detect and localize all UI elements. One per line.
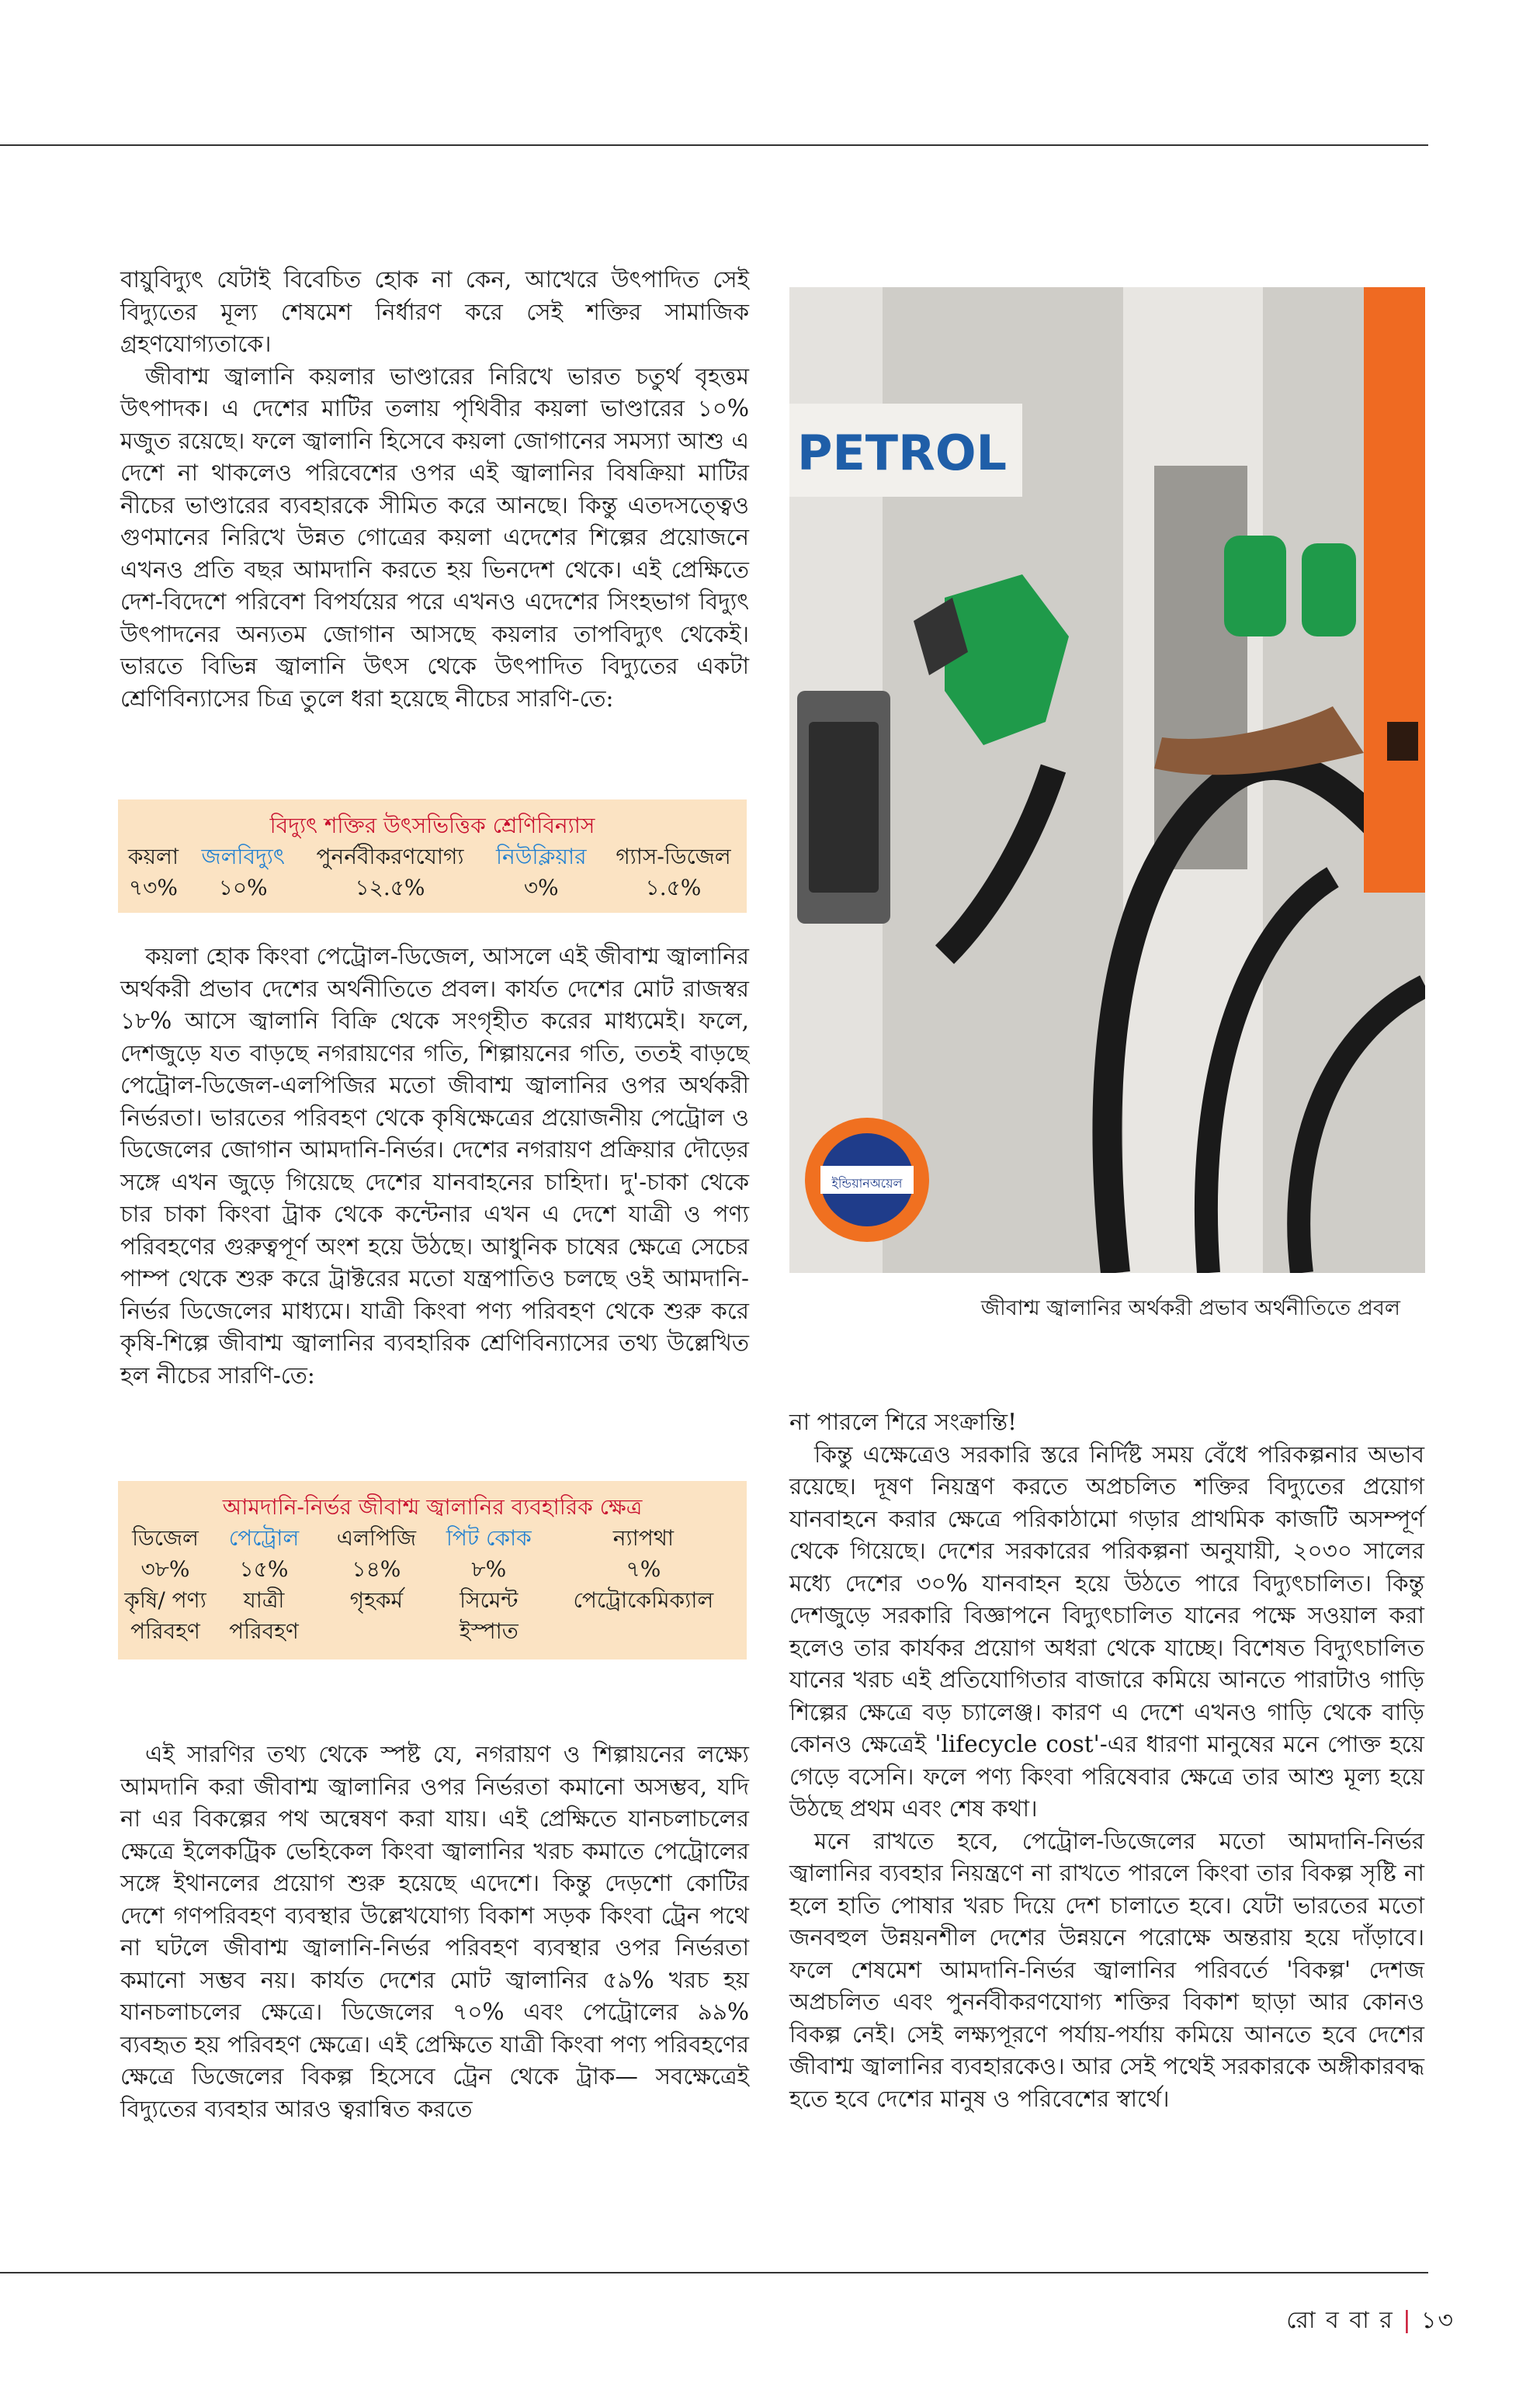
article-column-right — [789, 1406, 1424, 2115]
table-cell: কৃষি/ পণ্য পরিবহণ — [124, 1587, 206, 1644]
data-table — [118, 841, 747, 903]
table-cell: ১.৫% — [645, 875, 702, 900]
table-cell: ১০% — [218, 875, 268, 900]
page-number: ১৩ — [1421, 2307, 1455, 2334]
table-title: বিদ্যুৎ শক্তির উৎসভিত্তিক শ্রেণিবিন্যাস — [269, 813, 595, 838]
table-fuel-usage — [118, 1481, 747, 1659]
page-footer — [1286, 2301, 1455, 2341]
table-header-row — [118, 841, 747, 872]
table-cell: ৮% — [471, 1556, 507, 1582]
data-table — [118, 1523, 747, 1647]
article-column-left-3 — [120, 1739, 749, 2125]
table-header-cell: পিট কোক — [446, 1525, 532, 1551]
table-cell: ১৪% — [352, 1556, 401, 1582]
table-header-cell: ডিজেল — [132, 1525, 199, 1551]
table-cell: যাত্রী পরিবহণ — [229, 1587, 299, 1644]
table-cell: ৩% — [523, 875, 559, 900]
paragraph: মনে রাখতে হবে, পেট্রোল-ডিজেলের মতো আমদানি-নির্ভর জ্বালানির ব্যবহার নিয়ন্ত্রণে না রাখতে পারলে কিংবা তার বিকল্প সৃষ্টি না হলে হাতি পোষার খরচ দিয়ে দেশ চালাতে হবে। যেটা ভারতের মতো জনবহুল উন্নয়নশীল দেশের উন্নয়নে পরোক্ষে অন্তরায় হয়ে দাঁড়াবে। ফলে শেষমেশ আমদানি-নির্ভর জ্বালানির পরিবর্তে 'বিকল্প' দেশজ অপ্রচলিত এবং পুনর্নবীকরণযোগ্য শক্তির বিকাশ ছাড়া আর কোনও বিকল্প নেই। সেই লক্ষ্যপূরণে পর্যায়-পর্যায় কমিয়ে আনতে হবে দেশের জীবাশ্ম জ্বালানির ব্যবহারকেও। আর সেই পথেই সরকারকে অঙ্গীকারবদ্ধ হতে হবে দেশের মানুষ ও পরিবেশের স্বার্থে। — [789, 1827, 1424, 2112]
table-title: আমদানি-নির্ভর জীবাশ্ম জ্বালানির ব্যবহারিক ক্ষেত্র — [222, 1494, 643, 1520]
photo-caption: জীবাশ্ম জ্বালানির অর্থকরী প্রভাব অর্থনীতিতে প্রবল — [980, 1296, 1400, 1320]
article-column-left-2 — [120, 941, 749, 1392]
pump-label: PETROL — [797, 425, 1008, 481]
paragraph: কয়লা হোক কিংবা পেট্রোল-ডিজেল, আসলে এই জীবাশ্ম জ্বালানির অর্থকরী প্রভাব দেশের অর্থনীতিতে প্রবল। কার্যত দেশের মোট রাজস্বর ১৮% আসে জ্বালানি বিক্রি থেকে সংগৃহীত করের মাধ্যমেই। ফলে, দেশজুড়ে যত বাড়ছে নগরায়ণের গতি, শিল্পায়নের গতি, ততই বাড়ছে পেট্রোল-ডিজেল-এলপিজির মতো জীবাশ্ম জ্বালানির ওপর অর্থকরী নির্ভরতা। ভারতের পরিবহণ থেকে কৃষিক্ষেত্রের প্রয়োজনীয় পেট্রোল ও ডিজেলের জোগান আমদানি-নির্ভর। দেশের নগরায়ণ প্রক্রিয়ার দৌড়ের সঙ্গে এখন জুড়ে গিয়েছে দেশের যানবাহনের চাহিদা। দু'-চাকা থেকে চার চাকা কিংবা ট্রাক থেকে কন্টেনার এখন এ দেশে যাত্রী ও পণ্য পরিবহণের গুরুত্বপূর্ণ অংশ হয়ে উঠছে। আধুনিক চাষের ক্ষেত্রে সেচের পাম্প থেকে শুরু করে ট্রাক্টরের মতো যন্ত্রপাতিও চলছে ওই আমদানি-নির্ভর ডিজেলের মাধ্যমে। যাত্রী কিংবা পণ্য পরিবহণ থেকে শুরু করে কৃষি-শিল্পে জীবাশ্ম জ্বালানির ব্যবহারিক শ্রেণিবিন্যাসের তথ্য উল্লেখিত হল নীচের সারণি-তে: — [120, 943, 749, 1389]
table-header-cell: ন্যাপথা — [612, 1525, 674, 1551]
top-rule — [0, 144, 1428, 146]
table-header-cell: নিউক্লিয়ার — [496, 844, 587, 869]
brand-label: ইন্ডিয়ানঅয়েল — [831, 1176, 903, 1191]
table-cell: পেট্রোকেমিক্যাল — [573, 1587, 714, 1613]
magazine-name: রো ব বা র — [1286, 2307, 1394, 2334]
table-row — [118, 1585, 747, 1647]
article-column-left — [120, 264, 749, 715]
table-header-cell: এলপিজি — [336, 1525, 417, 1551]
table-cell: সিমেন্ট ইস্পাত — [459, 1587, 519, 1644]
table-cell: ৭% — [626, 1556, 661, 1582]
footer-separator: | — [1403, 2307, 1413, 2334]
table-row — [118, 872, 747, 903]
table-header-cell: কয়লা — [127, 844, 179, 869]
paragraph: কিন্তু এক্ষেত্রেও সরকারি স্তরে নির্দিষ্ট সময় বেঁধে পরিকল্পনার অভাব রয়েছে। দূষণ নিয়ন্ত্রণ করতে অপ্রচলিত শক্তির বিদ্যুতের প্রয়োগ যানবাহনে করার ক্ষেত্রে পরিকাঠামো গড়ার প্রাথমিক কাজটি অসম্পূর্ণ থেকে গিয়েছে। দেশের সরকারের পরিকল্পনা অনুযায়ী, ২০৩০ সালের মধ্যে দেশের ৩০% যানবাহন হয়ে উঠতে পারে বিদ্যুৎচালিত। কিন্তু দেশজুড়ে সরকারি বিজ্ঞাপনে বিদ্যুৎচালিত যানের পক্ষে সওয়াল করা হলেও তার কার্যকর প্রয়োগ অধরা থেকে যাচ্ছে। বিশেষত বিদ্যুৎচালিত যানের খরচ এই প্রতিযোগিতার বাজারে কমিয়ে আনতে পারাটাও গাড়ি শিল্পের ক্ষেত্রে বড় চ্যালেঞ্জ। কারণ এ দেশে এখনও গাড়ি থেকে বাড়ি কোনও ক্ষেত্রেই 'lifecycle cost'-এর ধারণা মানুষের মনে পোক্ত হয়ে গেড়ে বসেনি। ফলে পণ্য কিংবা পরিষেবার ক্ষেত্রে তার আশু মূল্য হয়ে উঠছে প্রথম এবং শেষ কথা। — [789, 1441, 1424, 1822]
table-header-cell: জলবিদ্যুৎ — [201, 844, 285, 869]
table-cell: ৩৮% — [140, 1556, 190, 1582]
paragraph: এই সারণির তথ্য থেকে স্পষ্ট যে, নগরায়ণ ও শিল্পায়নের লক্ষ্যে আমদানি করা জীবাশ্ম জ্বালানির ওপর নির্ভরতা কমানো অসম্ভব, যদি না এর বিকল্পের পথ অন্বেষণ করা যায়। এই প্রেক্ষিতে যানচলাচলের ক্ষেত্রে ইলেকট্রিক ভেহিকেল কিংবা জ্বালানির খরচ কমাতে পেট্রোলের সঙ্গে ইথানলের প্রয়োগ শুরু হয়েছে এদেশে। কিন্তু দেড়শো কোটির দেশে গণপরিবহণ ব্যবস্থার উল্লেখযোগ্য বিকাশ সড়ক কিংবা ট্রেন পথে না ঘটলে জীবাশ্ম জ্বালানি-নির্ভর পরিবহণ ব্যবস্থার ওপর নির্ভরতা কমানো সম্ভব নয়। কার্যত দেশের মোট জ্বালানির ৫৯% খরচ হয় যানচলাচলের ক্ষেত্রে। ডিজেলের ৭০% এবং পেট্রোলের ৯৯% ব্যবহৃত হয় পরিবহণ ক্ষেত্রে। এই প্রেক্ষিতে যাত্রী কিংবা পণ্য পরিবহণের ক্ষেত্রে ডিজেলের বিকল্প হিসেবে ট্রেন থেকে ট্রাক— সবক্ষেত্রেই বিদ্যুতের ব্যবহার আরও ত্বরান্বিত করতে — [120, 1741, 749, 2122]
table-cell: গৃহকর্ম — [349, 1587, 403, 1613]
table-electricity-sources — [118, 799, 747, 913]
table-cell: ৭৩% — [128, 875, 178, 900]
bottom-rule — [0, 2272, 1428, 2273]
table-row — [118, 1554, 747, 1585]
table-header-cell: গ্যাস-ডিজেল — [616, 844, 731, 869]
paragraph: বায়ুবিদ্যুৎ যেটাই বিবেচিত হোক না কেন, আখেরে উৎপাদিত সেই বিদ্যুতের মূল্য শেষমেশ নির্ধারণ করে সেই শক্তির সামাজিক গ্রহণযোগ্যতাকে। — [120, 266, 749, 357]
petrol-pump-photo — [789, 287, 1425, 1273]
table-header-row — [118, 1523, 747, 1554]
paragraph: জীবাশ্ম জ্বালানি কয়লার ভাণ্ডারের নিরিখে ভারত চতুর্থ বৃহত্তম উৎপাদক। এ দেশের মাটির তলায় পৃথিবীর কয়লা ভাণ্ডারের ১০% মজুত রয়েছে। ফলে জ্বালানি হিসেবে কয়লা জোগানের সমস্যা আশু এ দেশে না থাকলেও পরিবেশের ওপর এই জ্বালানির বিষক্রিয়া মাটির নীচের ভাণ্ডারের ব্যবহারকে সীমিত করে আনছে। কিন্তু এতদসত্ত্বেও গুণমানের নিরিখে উন্নত গোত্রের কয়লা এদেশের শিল্পের প্রয়োজনে এখনও প্রতি বছর আমদানি করতে হয় ভিনদেশ থেকে। এই প্রেক্ষিতে দেশ-বিদেশে পরিবেশ বিপর্যয়ের পরে এখনও এদেশের সিংহভাগ বিদ্যুৎ উৎপাদনের অন্যতম জোগান আসছে কয়লার তাপবিদ্যুৎ থেকেই। ভারতে বিভিন্ন জ্বালানি উৎস থেকে উৎপাদিত বিদ্যুতের একটা শ্রেণিবিন্যাসের চিত্র তুলে ধরা হয়েছে নীচের সারণি-তে: — [120, 362, 749, 712]
table-cell: ১৫% — [239, 1556, 289, 1582]
table-cell: ১২.৫% — [355, 875, 425, 900]
table-header-cell: পুনর্নবীকরণযোগ্য — [316, 844, 464, 869]
photo-illustration — [789, 287, 1425, 1273]
paragraph: না পারলে শিরে সংক্রান্তি! — [789, 1409, 1017, 1435]
table-header-cell: পেট্রোল — [228, 1525, 300, 1551]
